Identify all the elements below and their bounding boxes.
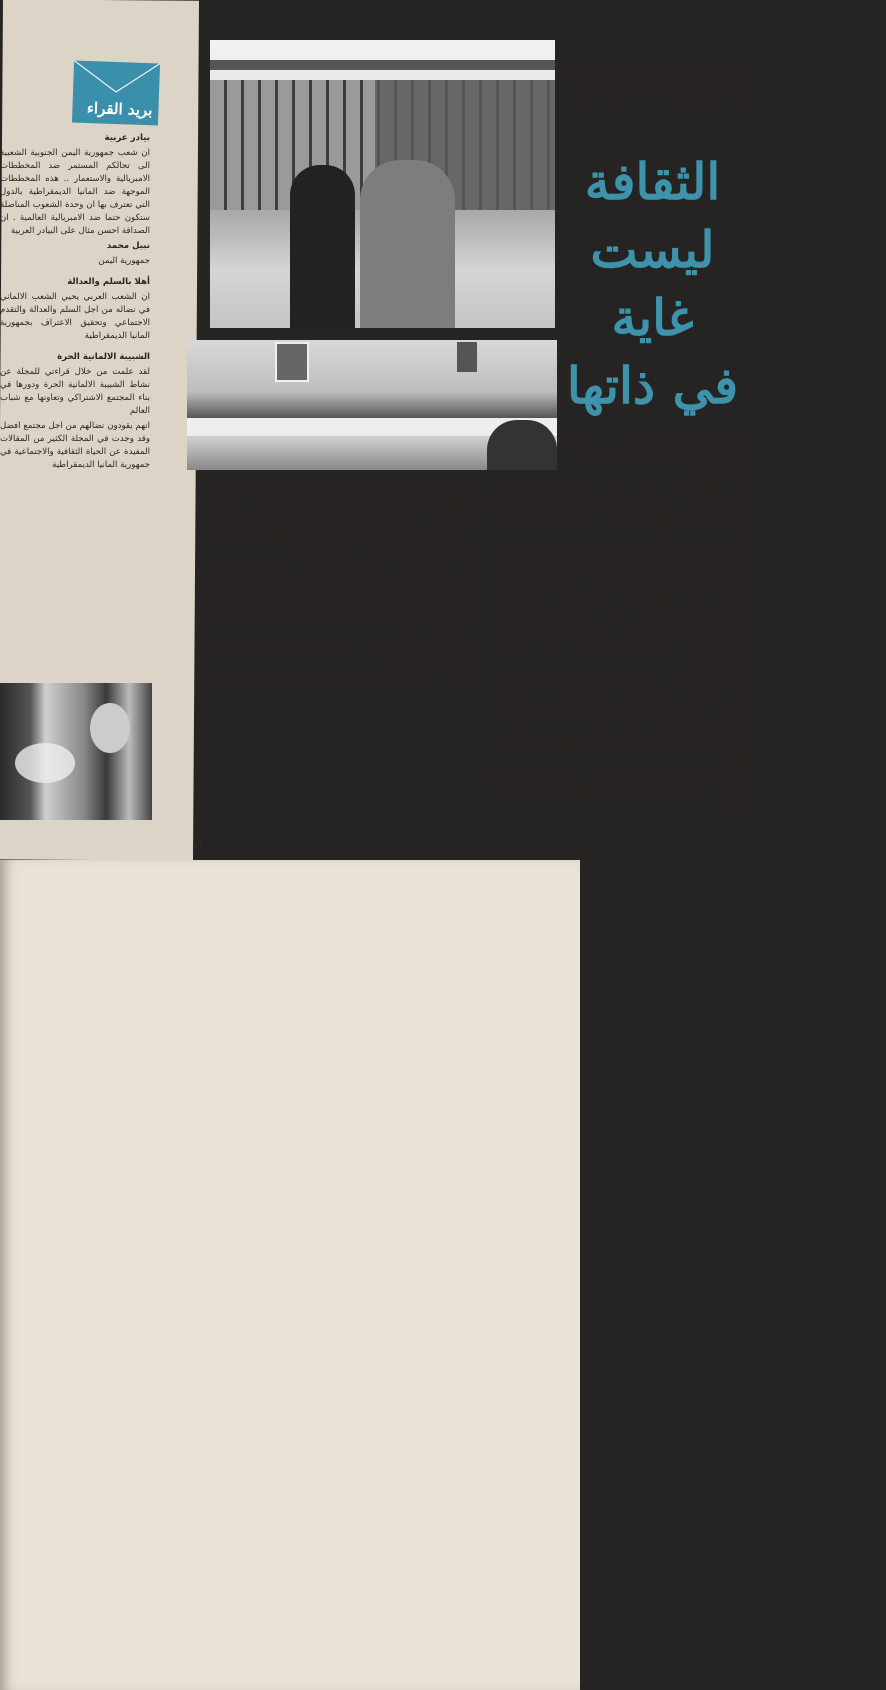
right-page (0, 860, 580, 1690)
section-body: انهم يقودون نضالهم من اجل مجتمع افضل وقد وجدت في المجلة الكثير من المقالات المفيدة عن الحياة الثقافية والاجتماعية في جمهورية المانيا الديمقراطية (0, 421, 150, 470)
interview-paragraph: « المجلة » : السيدة الدكتورة حكمت أبو زيد ، نرجوك أن تحدثي لنا قليلا عن انطباعاتك الاولى لرحلتك عبر جمهورية ألمانيا الديمقراطية ؟ (490, 541, 752, 564)
page-number: ١١ (194, 842, 204, 852)
banner-label: بريد القراء (86, 98, 153, 120)
interview-right-column (490, 540, 752, 840)
interview-left-column (196, 478, 481, 838)
interview-paragraph: كيف يكون تربية الناس بخلاف ما كانوا عليه . كيف يمكن ادماج مختلف الطبقات في التطور . ومن المفيد كذلك تدفقا للدراسة في جامعاتكم وتبادل الخبرات في بلدينا بزيادة باطراد . والافلام القصيرة محبوبة عندنا ونرحب بها الترحيب . كذلك التبادل في ميدان الباليه ، الموسيقى ، الاوركسترا الخ . يعتبر بالتأكيد أمرا مرغوبا به كثيرا عندنا بحيث تقدم العروض في الغالب في أهم المسارح وأكثرها شعبية . (196, 479, 481, 541)
section-body: جمهورية اليمن (98, 256, 150, 266)
interview-question: « المجلة » : ماذا كانت واجبات وأهداف رحلتك ؟ (283, 546, 481, 556)
photo-people-flowers (0, 683, 152, 820)
headline-line: ليست (590, 220, 715, 279)
interview-paragraph: ان المجال الثقافي يلعب دورا هاما في الحياة الاجتماعية . ان الثقافة يجب أن تكون في خدمة الشعب والانسان . كما أن الاقتصاد هو أساس الحياة الثقافية . (490, 731, 752, 767)
man-figure (360, 160, 455, 328)
section-body: ان الشعب العربي يحيي الشعب الالماني في نضاله من اجل السلم والعدالة والتقدم الاجتماعي وتحقيق الاعتراف بجمهورية المانيا الديمقراطية (0, 292, 150, 341)
left-column-text (0, 132, 150, 677)
readers-mail-banner (72, 61, 160, 126)
section-body: ان شعب جمهورية اليمن الجنوبية الشعبية الى تحالكم المستمر ضد المخططات الامبريالية والاستعمار .. هذه المخططات الموجهة ضد المانيا الديمقراطية بالدول التي تعترف بها ان وحدة الشعوب المناضلة ستكون حتما ضد الامبريالية العالمية . ان الصداقة احسن مثال على البيادر العربية (0, 148, 150, 236)
photo-meeting-table (187, 340, 557, 470)
interview-paragraph: « المجلة » : ما هي الامكانيات التي ترينها للتعاون المثمر بين دولتينا في الميدان الثقافي ؟ (490, 649, 752, 672)
headline-line: الثقافة (584, 152, 721, 211)
interview-paragraph: « المجلة » : السيدة الدكتورة حكمت أبو زيد ، اننا نشكرك على هذا الحديث معنا . (196, 669, 481, 692)
section-heading: أهلا بالسلم والعدالة (67, 277, 150, 287)
photo-palace-of-culture (210, 40, 555, 328)
top-photo-caption: أمام قصر الثقافة بمدينة درسدن مع البروفسور جيرهارد بوندارين ، عميد كلية الفنون الجميلة ومبدع الصورة الجدارية « طريق الراية الحمراء » ( راجع « المجلة » عدد ٤ / ١٩٧٠ ) (558, 64, 753, 113)
headline-line: في ذاتها (566, 356, 739, 415)
section-heading: نبيل محمد (106, 241, 150, 251)
middle-photo-caption: أثناء حديث مع المسؤولين في مصانع روبترون القائمة في مدينة راديبرج بالقرب من درسدن حول العمل الثقافي – السياسي (565, 441, 752, 477)
section-heading: الشبيبة الالمانية الحرة (57, 352, 150, 362)
section-heading: بيادر عربية (104, 133, 150, 143)
interview-paragraph: ومن المهام الاخرى : ان عندنا في مصر والتي لها أهمية كبيرة في حياة الجماهير العاملة هنا ، ان نتعلم الكثير . (196, 641, 481, 664)
interview-paragraph: الدكتورة حكمت أبو زيد : أولا أردت أن أرى بأم عيني ما قرأت عنه الكثير . وفي هذا الخصوص تأكد لي أن هناك مصالح مشتركة كثيرة جدا تجمع بين بلدينا . فالفن ملك للشعب كله . هنا رأيت بكل وضوح أن الفن له وظيفة وليس فقط وسيلة للتسلية وانما يساعد على بناء الاشتراكية . ومن المهم بالنسبة لي أن أعرف كيف تستخدمون وسائلكم لتطوير الفن والثقافة ودعمهما في الحياة الثقافية ، حتى مع المسرح والفنون الشعبية . (196, 561, 481, 636)
interview-paragraph: كذلك وليس من خلال التعاون الاقتصادي فقط . ان الاقتصاد هو أساس العلاقات بين البلدان وأيضا أساس التبادل الثقافي المثمر في كل المجالات العملية . (490, 772, 752, 808)
interview-paragraph: الدكتورة حكمت أبو زيد : ان أقوى انطباع لي في جمهورية ألمانيا الديمقراطية كسبته من خلال تلاقي مع الناس الذين يعيشون في بلدكم . ولقد قرأت الكثير عن جمهورية ألمانيا الديمقراطية قبل مجيئي اليها . واني جد سعيدة لانها فاقت كل توقعاتي . وما أثر في التفهم العميق الذي يبديه الناس هنا لمشاكل البلدان والشعوب الاخرى . ان التفاهم المتبادل يجعل الصلة مثمرة جدا . (490, 569, 752, 644)
headline (555, 148, 750, 420)
section-body: لقد علمت من خلال قراءتي للمجلة عن نشاط الشبيبة الالمانية الحرة ودورها في بناء المجتمع الاشتراكي وتعاونها مع شباب العالم (0, 367, 150, 416)
interview-paragraph: الدكتورة حكمت أبو زيد : اننا نعمل معا في ميادين كثيرة جدا : الاقتصاد ، التربية ، الايديولوجية . وهناك اتفاقات تعاقدية ثابتة في المجال الثقافي . وفي هذا المجال تتبادل الفرق والمعارض الفنية والخبرات ونعمل على تطوير العلاقات بين شعبينا . (490, 677, 752, 726)
woman-figure (290, 165, 355, 328)
headline-line: غاية (611, 288, 694, 347)
intro-paragraph: قامت السيدة الدكتورة حكمت أبو زيد ، عضو اللجنة المركزية بالاتحاد الاشتراكي العربي ، بزيارة الى جمهورية ألمانيا الديمقراطية بقصد تبادل الخبرات في الميدان الثقافي والسياسي . وقد اغتنمت « المجلة » هذه الفرصة لاجراء مقابلة صحفية معها . (490, 483, 752, 532)
